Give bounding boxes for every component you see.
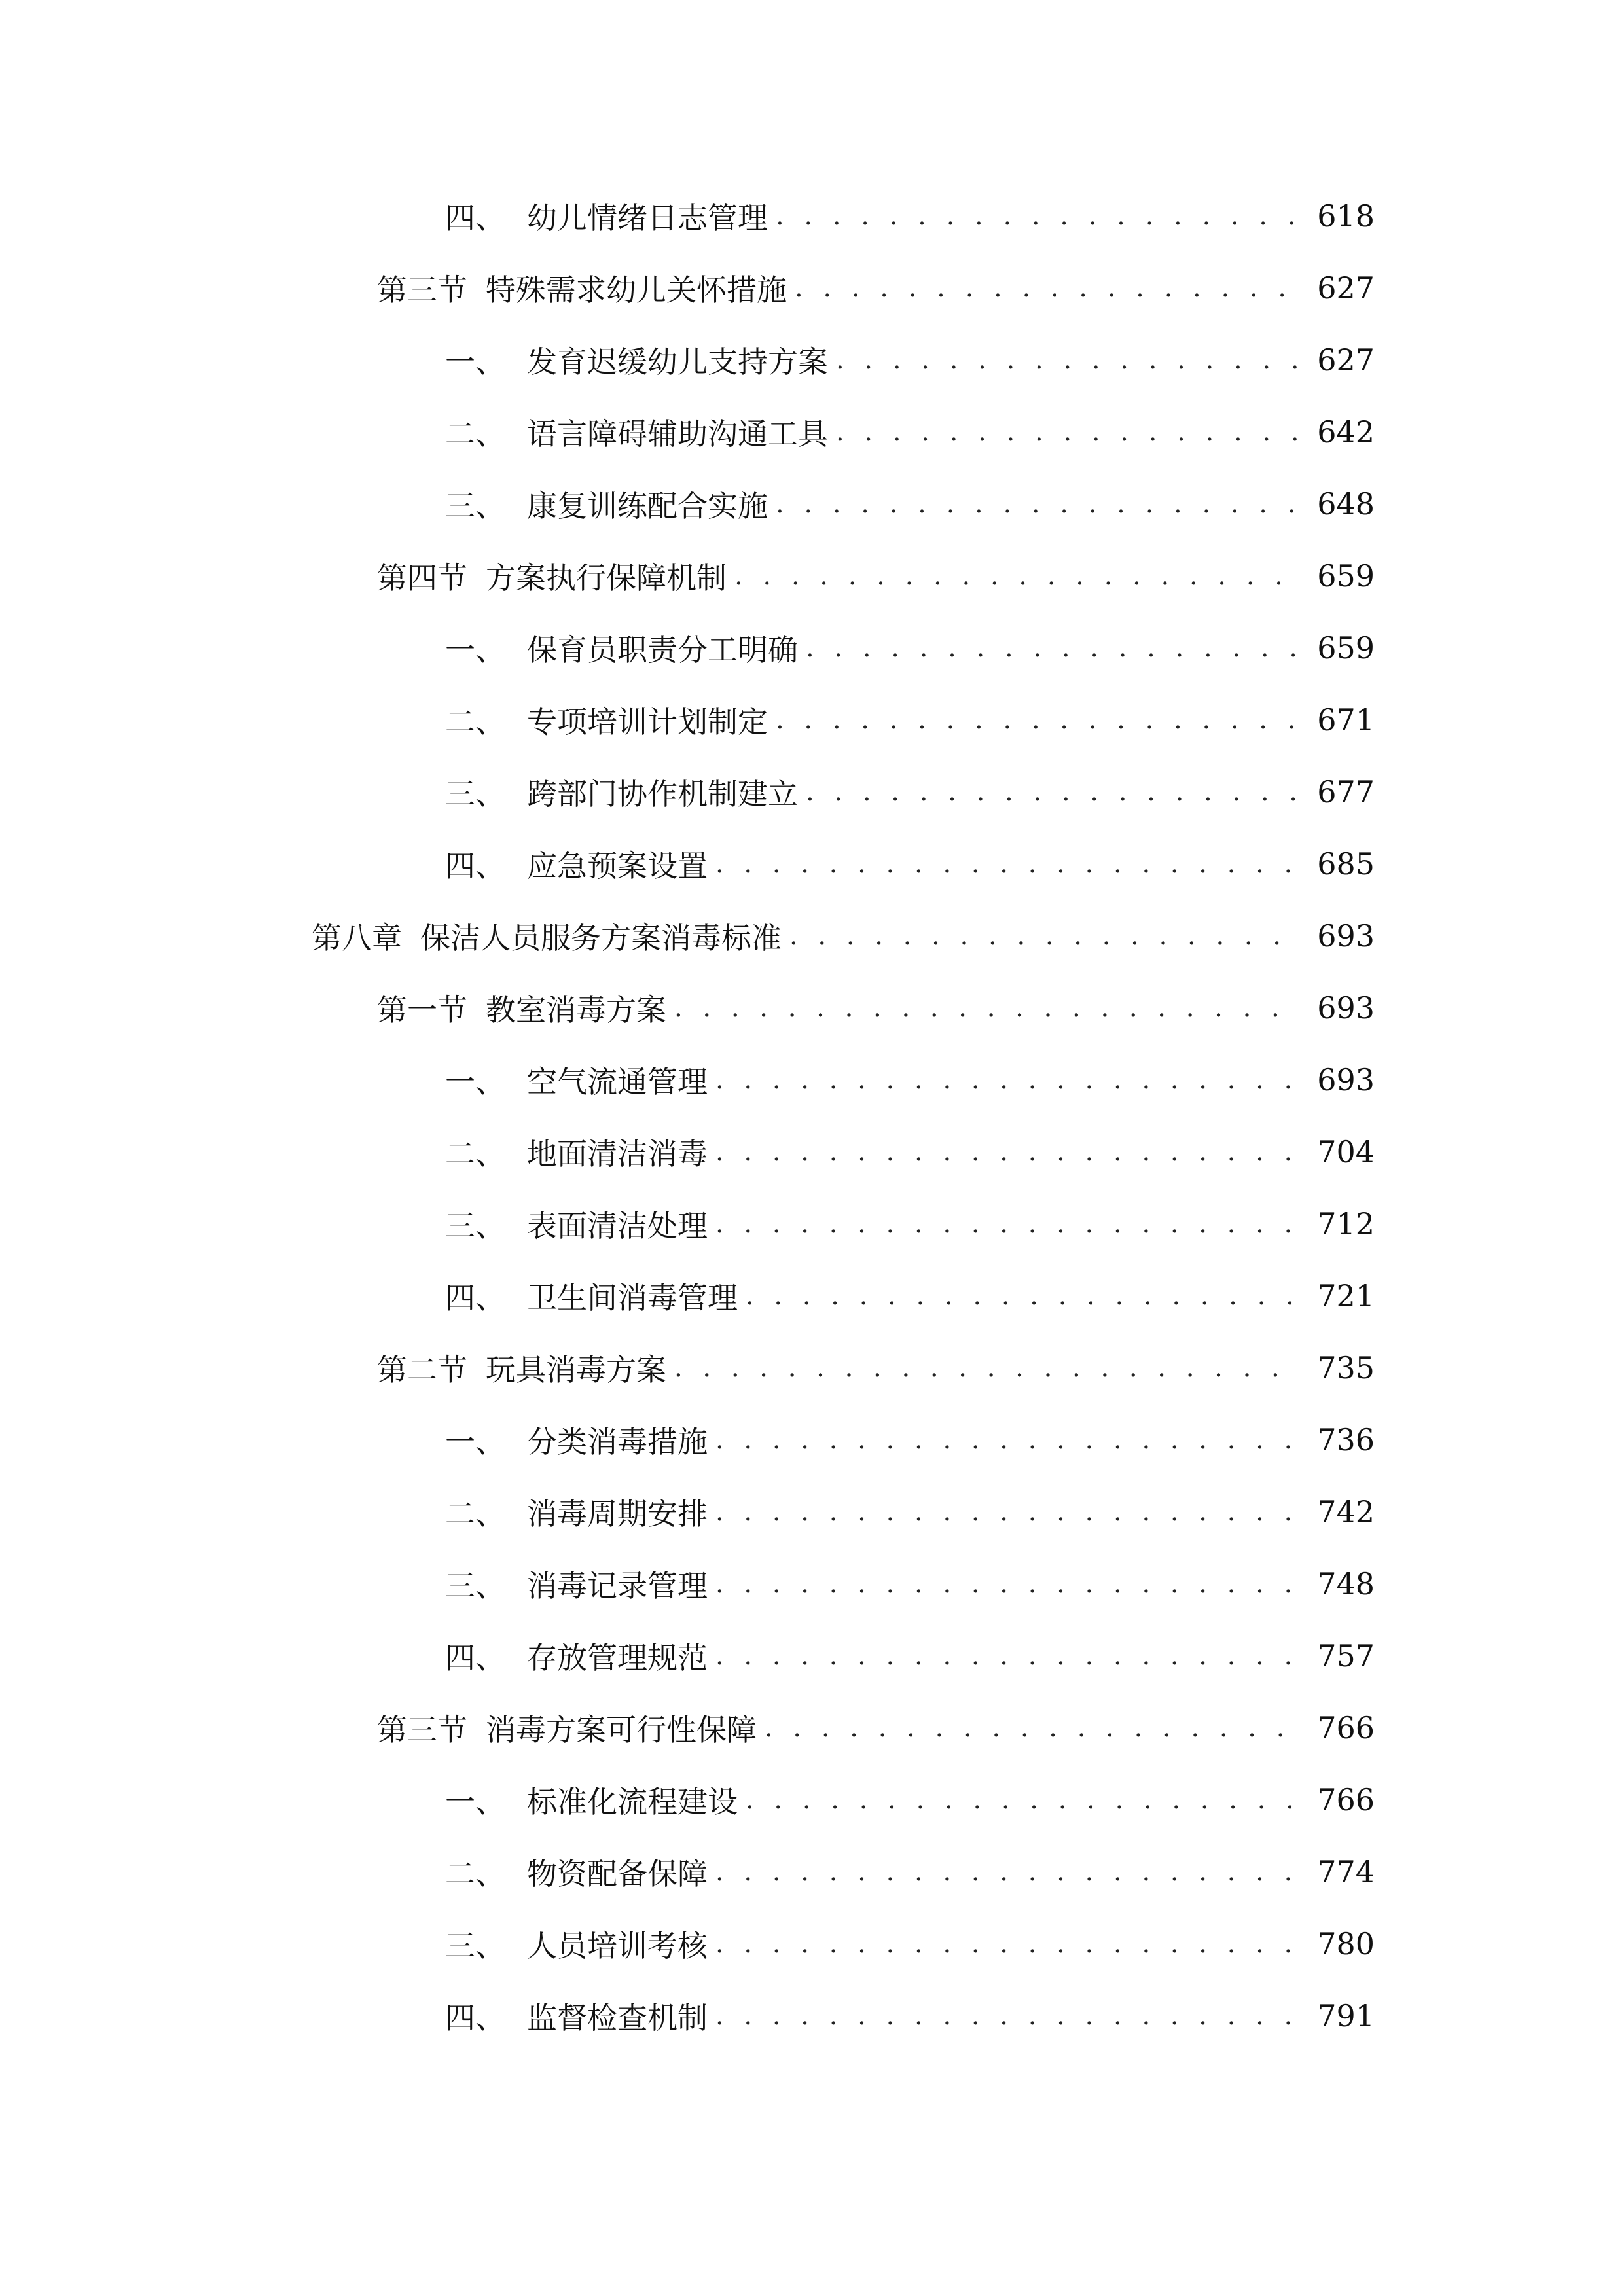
dot-leader bbox=[795, 265, 1301, 311]
dot-leader bbox=[715, 1561, 1301, 1607]
toc-entry[interactable] bbox=[377, 265, 1375, 311]
entry-number: 四、 bbox=[445, 848, 505, 884]
dot-leader bbox=[806, 625, 1301, 671]
entry-page-number: 627 bbox=[1317, 342, 1375, 378]
entry-number: 三、 bbox=[445, 776, 505, 812]
entry-number: 二、 bbox=[445, 1856, 505, 1892]
entry-page-number: 627 bbox=[1317, 270, 1375, 306]
entry-title: 幼儿情绪日志管理 bbox=[527, 200, 768, 236]
entry-page-number: 766 bbox=[1317, 1710, 1375, 1746]
toc-entry[interactable] bbox=[445, 625, 1375, 671]
entry-number: 一、 bbox=[445, 344, 505, 380]
toc-entry[interactable] bbox=[445, 409, 1375, 455]
dot-leader bbox=[674, 1345, 1301, 1391]
entry-title: 物资配备保障 bbox=[527, 1856, 708, 1892]
entry-page-number: 671 bbox=[1317, 702, 1375, 738]
toc-entry[interactable] bbox=[445, 1849, 1375, 1895]
entry-page-number: 677 bbox=[1317, 774, 1375, 810]
entry-page-number: 721 bbox=[1317, 1278, 1375, 1314]
entry-page-number: 642 bbox=[1317, 414, 1375, 450]
toc-entry[interactable] bbox=[445, 1777, 1375, 1823]
entry-title: 保育员职责分工明确 bbox=[527, 632, 798, 668]
entry-page-number: 659 bbox=[1317, 630, 1375, 666]
dot-leader bbox=[715, 1201, 1301, 1247]
entry-page-number: 693 bbox=[1317, 1062, 1375, 1098]
toc-entry[interactable] bbox=[445, 841, 1375, 887]
entry-page-number: 791 bbox=[1317, 1998, 1375, 2034]
dot-leader bbox=[776, 697, 1301, 743]
entry-title: 消毒周期安排 bbox=[527, 1496, 708, 1532]
dot-leader bbox=[715, 1993, 1301, 2039]
entry-page-number: 766 bbox=[1317, 1782, 1375, 1818]
dot-leader bbox=[746, 1273, 1301, 1319]
entry-number: 三、 bbox=[445, 488, 505, 524]
entry-number: 二、 bbox=[445, 416, 505, 452]
entry-title: 语言障碍辅助沟通工具 bbox=[527, 416, 828, 452]
dot-leader bbox=[806, 769, 1301, 815]
toc-entry[interactable] bbox=[445, 1561, 1375, 1607]
entry-page-number: 774 bbox=[1317, 1854, 1375, 1890]
entry-number: 三、 bbox=[445, 1568, 505, 1604]
entry-number: 二、 bbox=[445, 1496, 505, 1532]
entry-page-number: 693 bbox=[1317, 918, 1375, 954]
toc-entry[interactable] bbox=[445, 1921, 1375, 1967]
dot-leader bbox=[674, 985, 1301, 1031]
entry-number: 一、 bbox=[445, 1424, 505, 1460]
entry-title: 监督检查机制 bbox=[527, 2000, 708, 2036]
dot-leader bbox=[715, 1057, 1301, 1103]
entry-number: 一、 bbox=[445, 632, 505, 668]
entry-title: 玩具消毒方案 bbox=[486, 1352, 666, 1388]
toc-entry[interactable] bbox=[445, 769, 1375, 815]
toc-entry[interactable] bbox=[445, 337, 1375, 383]
toc-entry[interactable] bbox=[445, 193, 1375, 239]
entry-number: 第八章 bbox=[312, 920, 402, 956]
entry-number: 四、 bbox=[445, 200, 505, 236]
entry-title: 空气流通管理 bbox=[527, 1064, 708, 1100]
entry-number: 一、 bbox=[445, 1784, 505, 1820]
dot-leader bbox=[715, 1489, 1301, 1535]
toc-entry[interactable] bbox=[445, 1273, 1375, 1319]
entry-page-number: 712 bbox=[1317, 1206, 1375, 1242]
toc-entry[interactable] bbox=[445, 1489, 1375, 1535]
toc-entry[interactable] bbox=[445, 697, 1375, 743]
entry-number: 第二节 bbox=[377, 1352, 467, 1388]
entry-page-number: 757 bbox=[1317, 1638, 1375, 1674]
entry-number: 第三节 bbox=[377, 1712, 467, 1748]
dot-leader bbox=[765, 1705, 1301, 1751]
entry-title: 人员培训考核 bbox=[527, 1928, 708, 1964]
entry-title: 消毒方案可行性保障 bbox=[486, 1712, 757, 1748]
toc-entry[interactable] bbox=[377, 1705, 1375, 1751]
dot-leader bbox=[789, 913, 1301, 959]
entry-number: 二、 bbox=[445, 704, 505, 740]
entry-page-number: 735 bbox=[1317, 1350, 1375, 1386]
dot-leader bbox=[836, 409, 1301, 455]
entry-number: 二、 bbox=[445, 1136, 505, 1172]
dot-leader bbox=[715, 841, 1301, 887]
toc-entry[interactable] bbox=[312, 913, 1375, 959]
dot-leader bbox=[746, 1777, 1301, 1823]
dot-leader bbox=[836, 337, 1301, 383]
entry-page-number: 618 bbox=[1317, 198, 1375, 234]
entry-page-number: 659 bbox=[1317, 558, 1375, 594]
entry-number: 第一节 bbox=[377, 992, 467, 1028]
entry-number: 四、 bbox=[445, 1280, 505, 1316]
toc-entry[interactable] bbox=[445, 1057, 1375, 1103]
entry-page-number: 648 bbox=[1317, 486, 1375, 522]
entry-number: 三、 bbox=[445, 1208, 505, 1244]
entry-page-number: 748 bbox=[1317, 1566, 1375, 1602]
entry-title: 康复训练配合实施 bbox=[527, 488, 768, 524]
dot-leader bbox=[715, 1633, 1301, 1679]
entry-title: 地面清洁消毒 bbox=[527, 1136, 708, 1172]
entry-page-number: 704 bbox=[1317, 1134, 1375, 1170]
toc-entry[interactable] bbox=[445, 1633, 1375, 1679]
entry-title: 卫生间消毒管理 bbox=[527, 1280, 738, 1316]
entry-number: 四、 bbox=[445, 2000, 505, 2036]
entry-title: 表面清洁处理 bbox=[527, 1208, 708, 1244]
entry-number: 第四节 bbox=[377, 560, 467, 596]
toc-entry[interactable] bbox=[377, 1345, 1375, 1391]
toc-entry[interactable] bbox=[445, 481, 1375, 527]
entry-title: 跨部门协作机制建立 bbox=[527, 776, 798, 812]
entry-page-number: 685 bbox=[1317, 846, 1375, 882]
toc-entry[interactable] bbox=[445, 1201, 1375, 1247]
entry-number: 三、 bbox=[445, 1928, 505, 1964]
entry-page-number: 736 bbox=[1317, 1422, 1375, 1458]
toc-entry[interactable] bbox=[377, 553, 1375, 599]
dot-leader bbox=[734, 553, 1301, 599]
dot-leader bbox=[715, 1921, 1301, 1967]
entry-page-number: 742 bbox=[1317, 1494, 1375, 1530]
entry-title: 标准化流程建设 bbox=[527, 1784, 738, 1820]
entry-title: 方案执行保障机制 bbox=[486, 560, 727, 596]
entry-number: 一、 bbox=[445, 1064, 505, 1100]
entry-number: 第三节 bbox=[377, 272, 467, 308]
entry-title: 发育迟缓幼儿支持方案 bbox=[527, 344, 828, 380]
toc-entry[interactable] bbox=[445, 1993, 1375, 2039]
entry-title: 特殊需求幼儿关怀措施 bbox=[486, 272, 787, 308]
entry-number: 四、 bbox=[445, 1640, 505, 1676]
entry-title: 存放管理规范 bbox=[527, 1640, 708, 1676]
dot-leader bbox=[776, 193, 1301, 239]
dot-leader bbox=[776, 481, 1301, 527]
dot-leader bbox=[715, 1129, 1301, 1175]
entry-title: 教室消毒方案 bbox=[486, 992, 666, 1028]
entry-title: 保洁人员服务方案消毒标准 bbox=[420, 920, 782, 956]
entry-page-number: 693 bbox=[1317, 990, 1375, 1026]
entry-title: 分类消毒措施 bbox=[527, 1424, 708, 1460]
entry-page-number: 780 bbox=[1317, 1926, 1375, 1962]
dot-leader bbox=[715, 1849, 1301, 1895]
toc-entry[interactable] bbox=[445, 1417, 1375, 1463]
entry-title: 应急预案设置 bbox=[527, 848, 708, 884]
toc-entry[interactable] bbox=[377, 985, 1375, 1031]
dot-leader bbox=[715, 1417, 1301, 1463]
entry-title: 专项培训计划制定 bbox=[527, 704, 768, 740]
toc-entry[interactable] bbox=[445, 1129, 1375, 1175]
entry-title: 消毒记录管理 bbox=[527, 1568, 708, 1604]
